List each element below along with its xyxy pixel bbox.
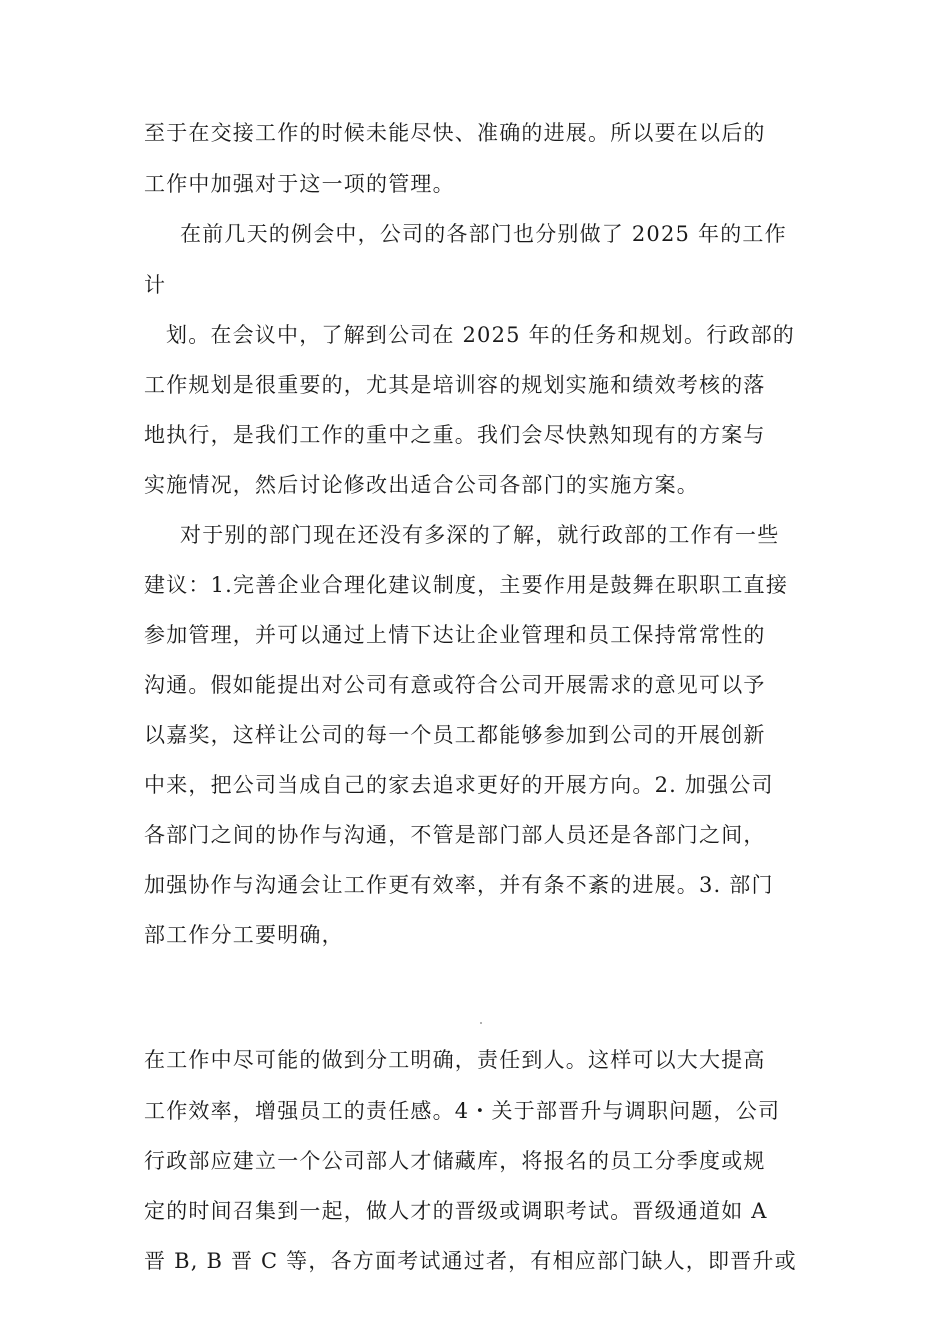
text-line: 在工作中尽可能的做到分工明确，责任到人。这样可以大大提高	[144, 1048, 766, 1072]
text-line: 建议：1.完善企业合理化建议制度，主要作用是鼓舞在职职工直接	[144, 573, 789, 597]
text-line: 参加管理，并可以通过上情下达让企业管理和员工保持常常性的	[144, 623, 766, 647]
text-line: 工作中加强对于这一项的管理。	[144, 172, 455, 196]
text-line: 中来，把公司当成自己的家去追求更好的开展方向。2. 加强公司	[144, 773, 774, 797]
text-line: 在前几天的例会中，公司的各部门也分别做了 2025 年的工作	[180, 222, 787, 246]
text-line: 计	[144, 273, 167, 297]
page-break-mark	[480, 1022, 482, 1024]
text-line: 沟通。假如能提出对公司有意或符合公司开展需求的意见可以予	[144, 673, 766, 697]
text-line: 加强协作与沟通会让工作更有效率，并有条不紊的进展。3. 部门	[144, 873, 774, 897]
text-line: 各部门之间的协作与沟通，不管是部门部人员还是各部门之间，	[144, 823, 766, 847]
text-line: 划。在会议中，了解到公司在 2025 年的任务和规划。行政部的	[166, 323, 795, 347]
text-line: 定的时间召集到一起，做人才的晋级或调职考试。晋级通道如 A	[144, 1199, 768, 1223]
text-line: 对于别的部门现在还没有多深的了解，就行政部的工作有一些	[180, 523, 780, 547]
text-line: 实施情况，然后讨论修改出适合公司各部门的实施方案。	[144, 473, 699, 497]
text-line: 地执行，是我们工作的重中之重。我们会尽快熟知现有的方案与	[144, 423, 766, 447]
text-line: 工作规划是很重要的，尤其是培训容的规划实施和绩效考核的落	[144, 373, 766, 397]
text-line: 至于在交接工作的时候未能尽快、准确的进展。所以要在以后的	[144, 121, 766, 145]
text-line: 以嘉奖，这样让公司的每一个员工都能够参加到公司的开展创新	[144, 723, 766, 747]
text-line: 行政部应建立一个公司部人才储藏库，将报名的员工分季度或规	[144, 1149, 766, 1173]
text-line: 部工作分工要明确，	[144, 923, 344, 947]
text-line: 晋 B, B 晋 C 等，各方面考试通过者，有相应部门缺人，即晋升或	[144, 1249, 797, 1273]
text-line: 工作效率，增强员工的责任感。4・关于部晋升与调职问题，公司	[144, 1099, 781, 1123]
